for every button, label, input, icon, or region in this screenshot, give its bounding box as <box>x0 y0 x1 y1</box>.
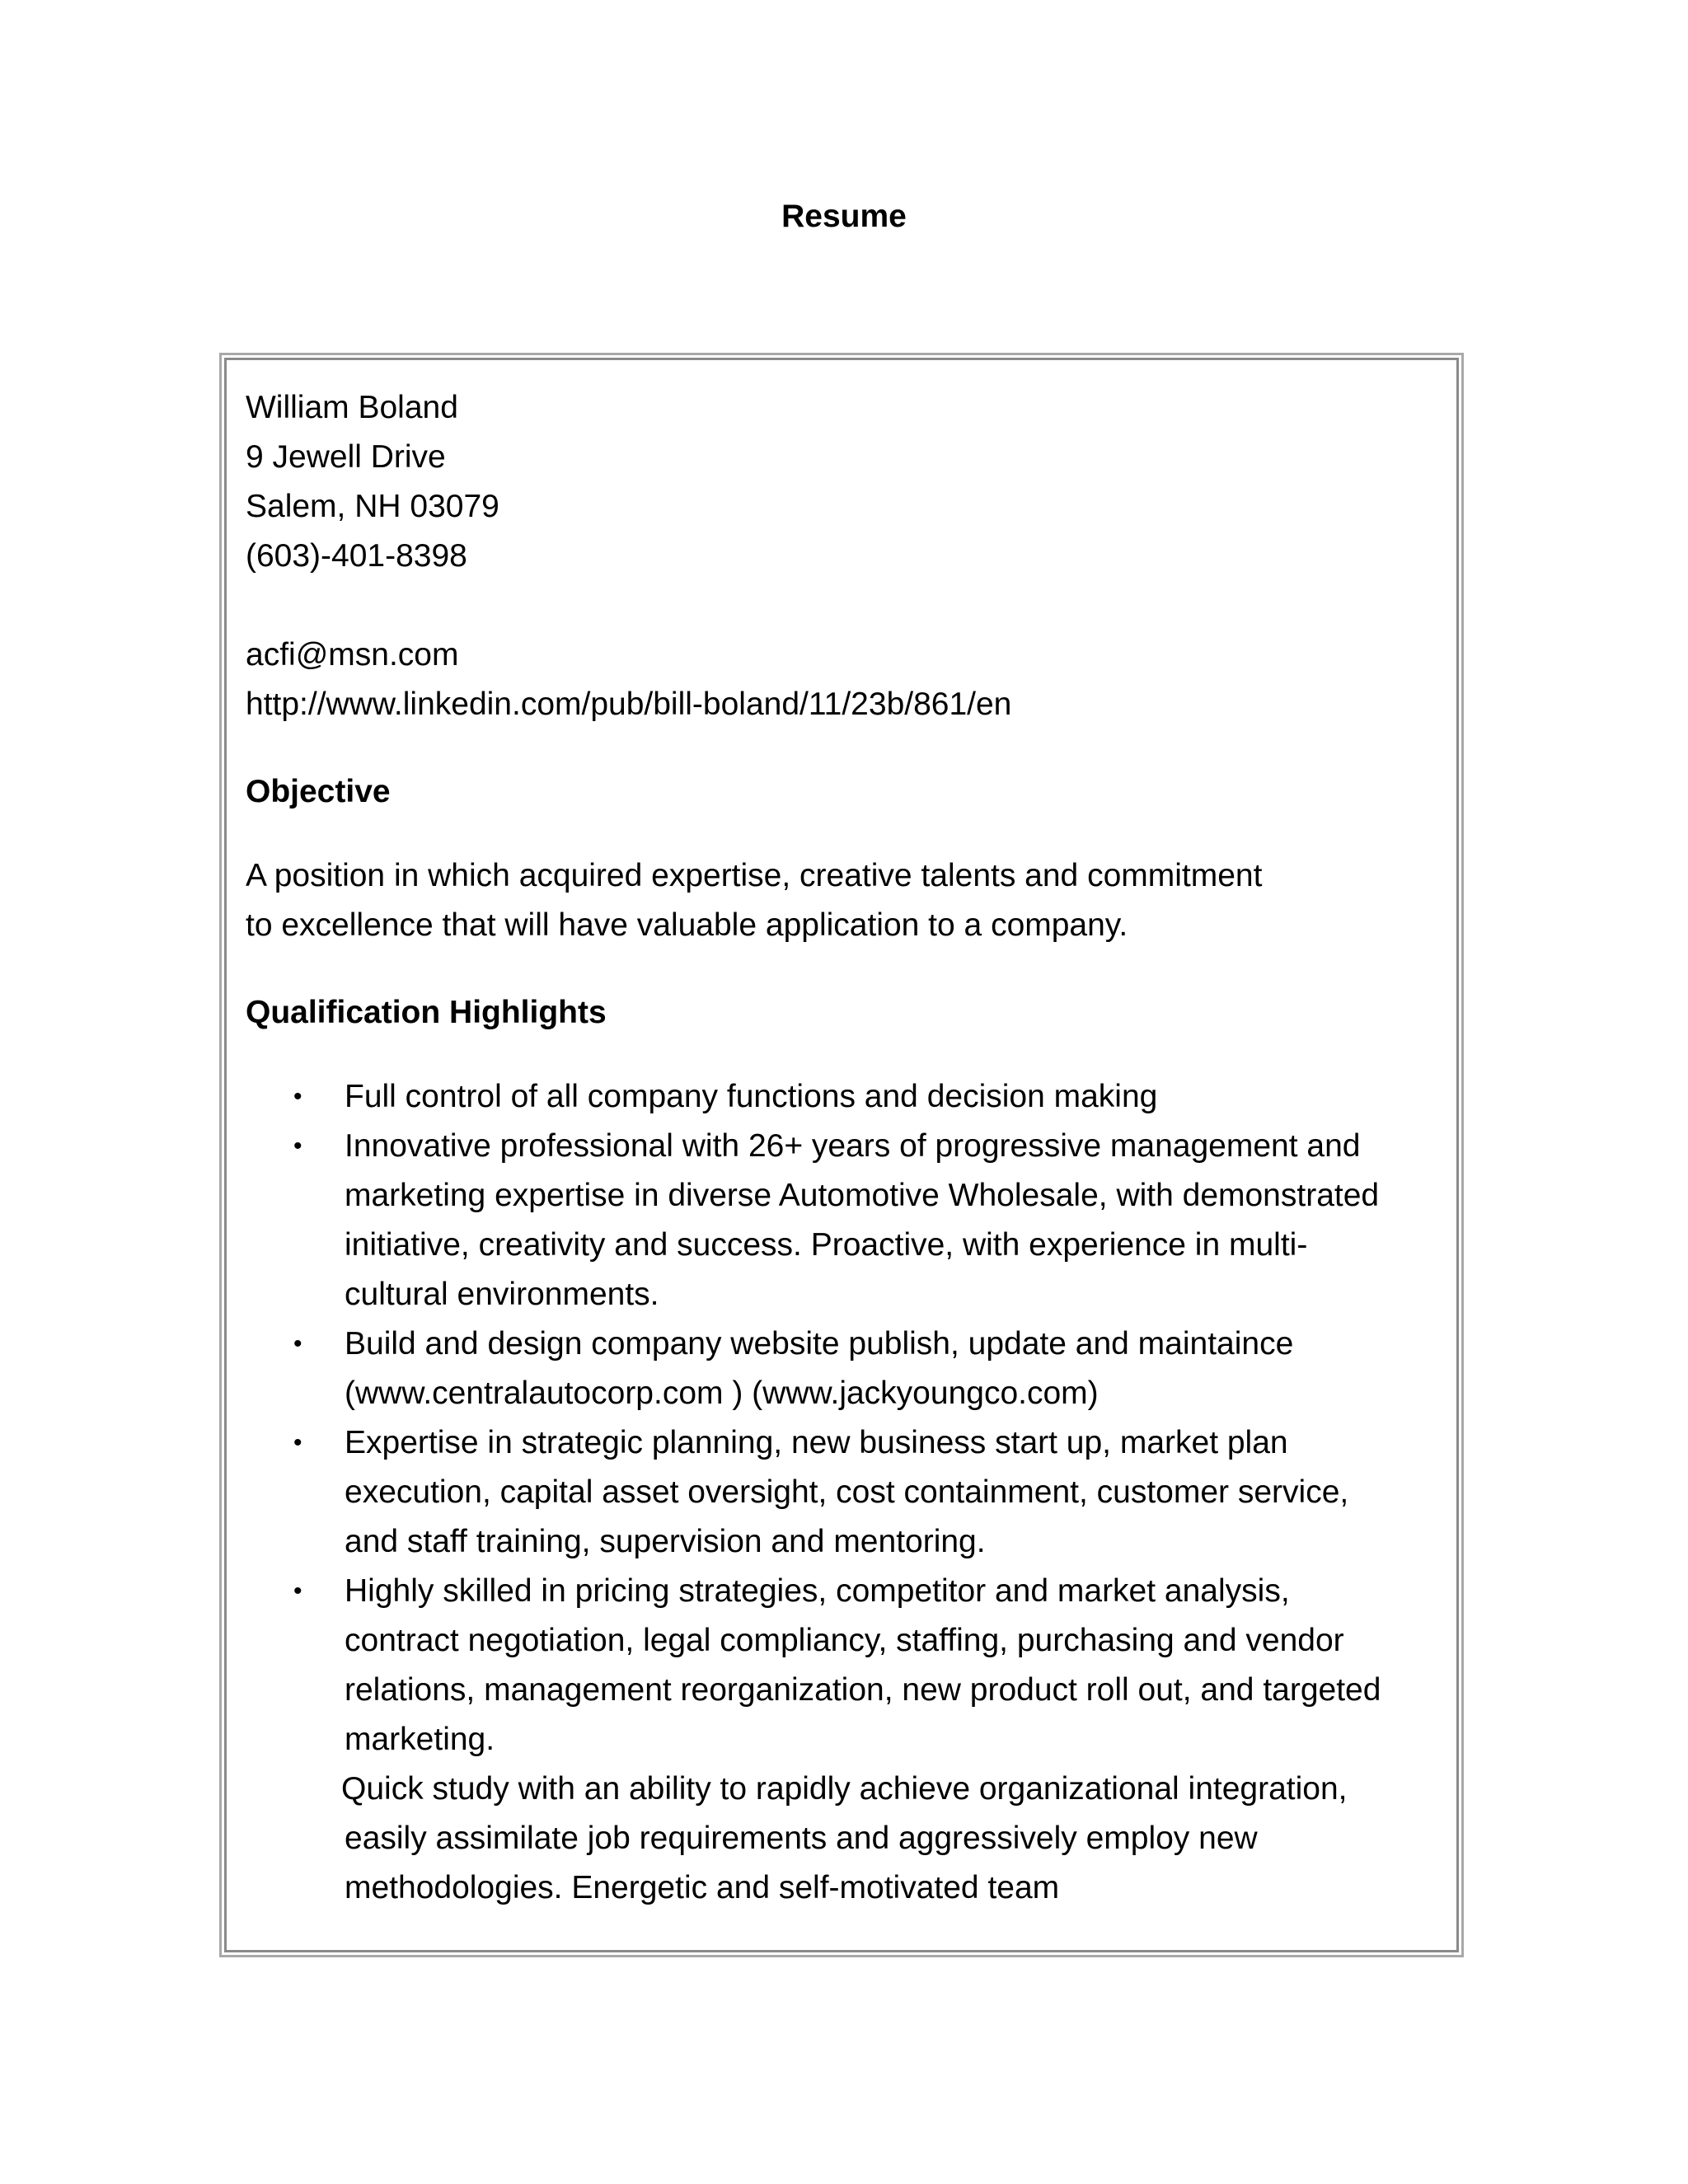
item-line: cultural environments. <box>345 1277 659 1312</box>
contact-city-state-zip: Salem, NH 03079 <box>246 489 499 524</box>
bullet-icon: • <box>293 1330 302 1357</box>
qualifications-heading: Qualification Highlights <box>246 995 607 1030</box>
item-line: relations, management reorganization, new product roll out, and targeted <box>345 1672 1381 1708</box>
item-line: methodologies. Energetic and self-motivated team <box>345 1870 1060 1905</box>
item-line: Highly skilled in pricing strategies, competitor and market analysis, <box>345 1573 1290 1609</box>
item-line: initiative, creativity and success. Proactive, with experience in multi- <box>345 1227 1308 1263</box>
objective-heading: Objective <box>246 774 391 809</box>
list-item <box>246 1319 1441 1418</box>
objective-text <box>246 851 1441 950</box>
resume-content <box>246 383 1441 1913</box>
item-line: Innovative professional with 26+ years of progressive management and <box>345 1128 1361 1164</box>
contact-block <box>246 383 1441 729</box>
page-title: Resume <box>781 199 907 234</box>
objective-line: A position in which acquired expertise, creative talents and commitment <box>246 858 1263 893</box>
list-item <box>246 1567 1441 1765</box>
item-line: marketing expertise in diverse Automotive Wholesale, with demonstrated <box>345 1178 1380 1213</box>
item-line: Build and design company website publish, update and maintaince <box>345 1326 1294 1361</box>
bullet-icon: • <box>293 1577 302 1605</box>
item-line: marketing. <box>345 1722 495 1757</box>
bullet-icon: • <box>293 1083 302 1110</box>
item-line: easily assimilate job requirements and aggressively employ new <box>345 1821 1258 1856</box>
objective-line: to excellence that will have valuable application to a company. <box>246 907 1128 943</box>
contact-spacer <box>246 581 1441 630</box>
list-item <box>246 1122 1441 1319</box>
item-line: (www.centralautocorp.com ) (www.jackyoungco.com) <box>345 1376 1099 1411</box>
contact-name: William Boland <box>246 390 458 425</box>
item-line: execution, capital asset oversight, cost containment, customer service, <box>345 1474 1349 1510</box>
contact-email: acfi@msn.com <box>246 637 459 673</box>
bullet-icon: • <box>293 1132 302 1160</box>
item-line: contract negotiation, legal compliancy, staffing, purchasing and vendor <box>345 1623 1344 1658</box>
contact-street: 9 Jewell Drive <box>246 439 446 475</box>
list-item <box>246 1072 1441 1122</box>
bullet-icon: • <box>293 1429 302 1456</box>
contact-phone: (603)-401-8398 <box>246 538 467 574</box>
item-line: Quick study with an ability to rapidly achieve organizational integration, <box>341 1771 1348 1807</box>
list-item <box>246 1418 1441 1567</box>
trailing-paragraph <box>246 1765 1441 1913</box>
item-line: and staff training, supervision and mentoring. <box>345 1524 986 1559</box>
contact-linkedin: http://www.linkedin.com/pub/bill-boland/11/23b/861/en <box>246 687 1012 722</box>
qualifications-list <box>246 1072 1441 1913</box>
item-line: Expertise in strategic planning, new business start up, market plan <box>345 1425 1288 1460</box>
item-line: Full control of all company functions and decision making <box>345 1079 1158 1114</box>
